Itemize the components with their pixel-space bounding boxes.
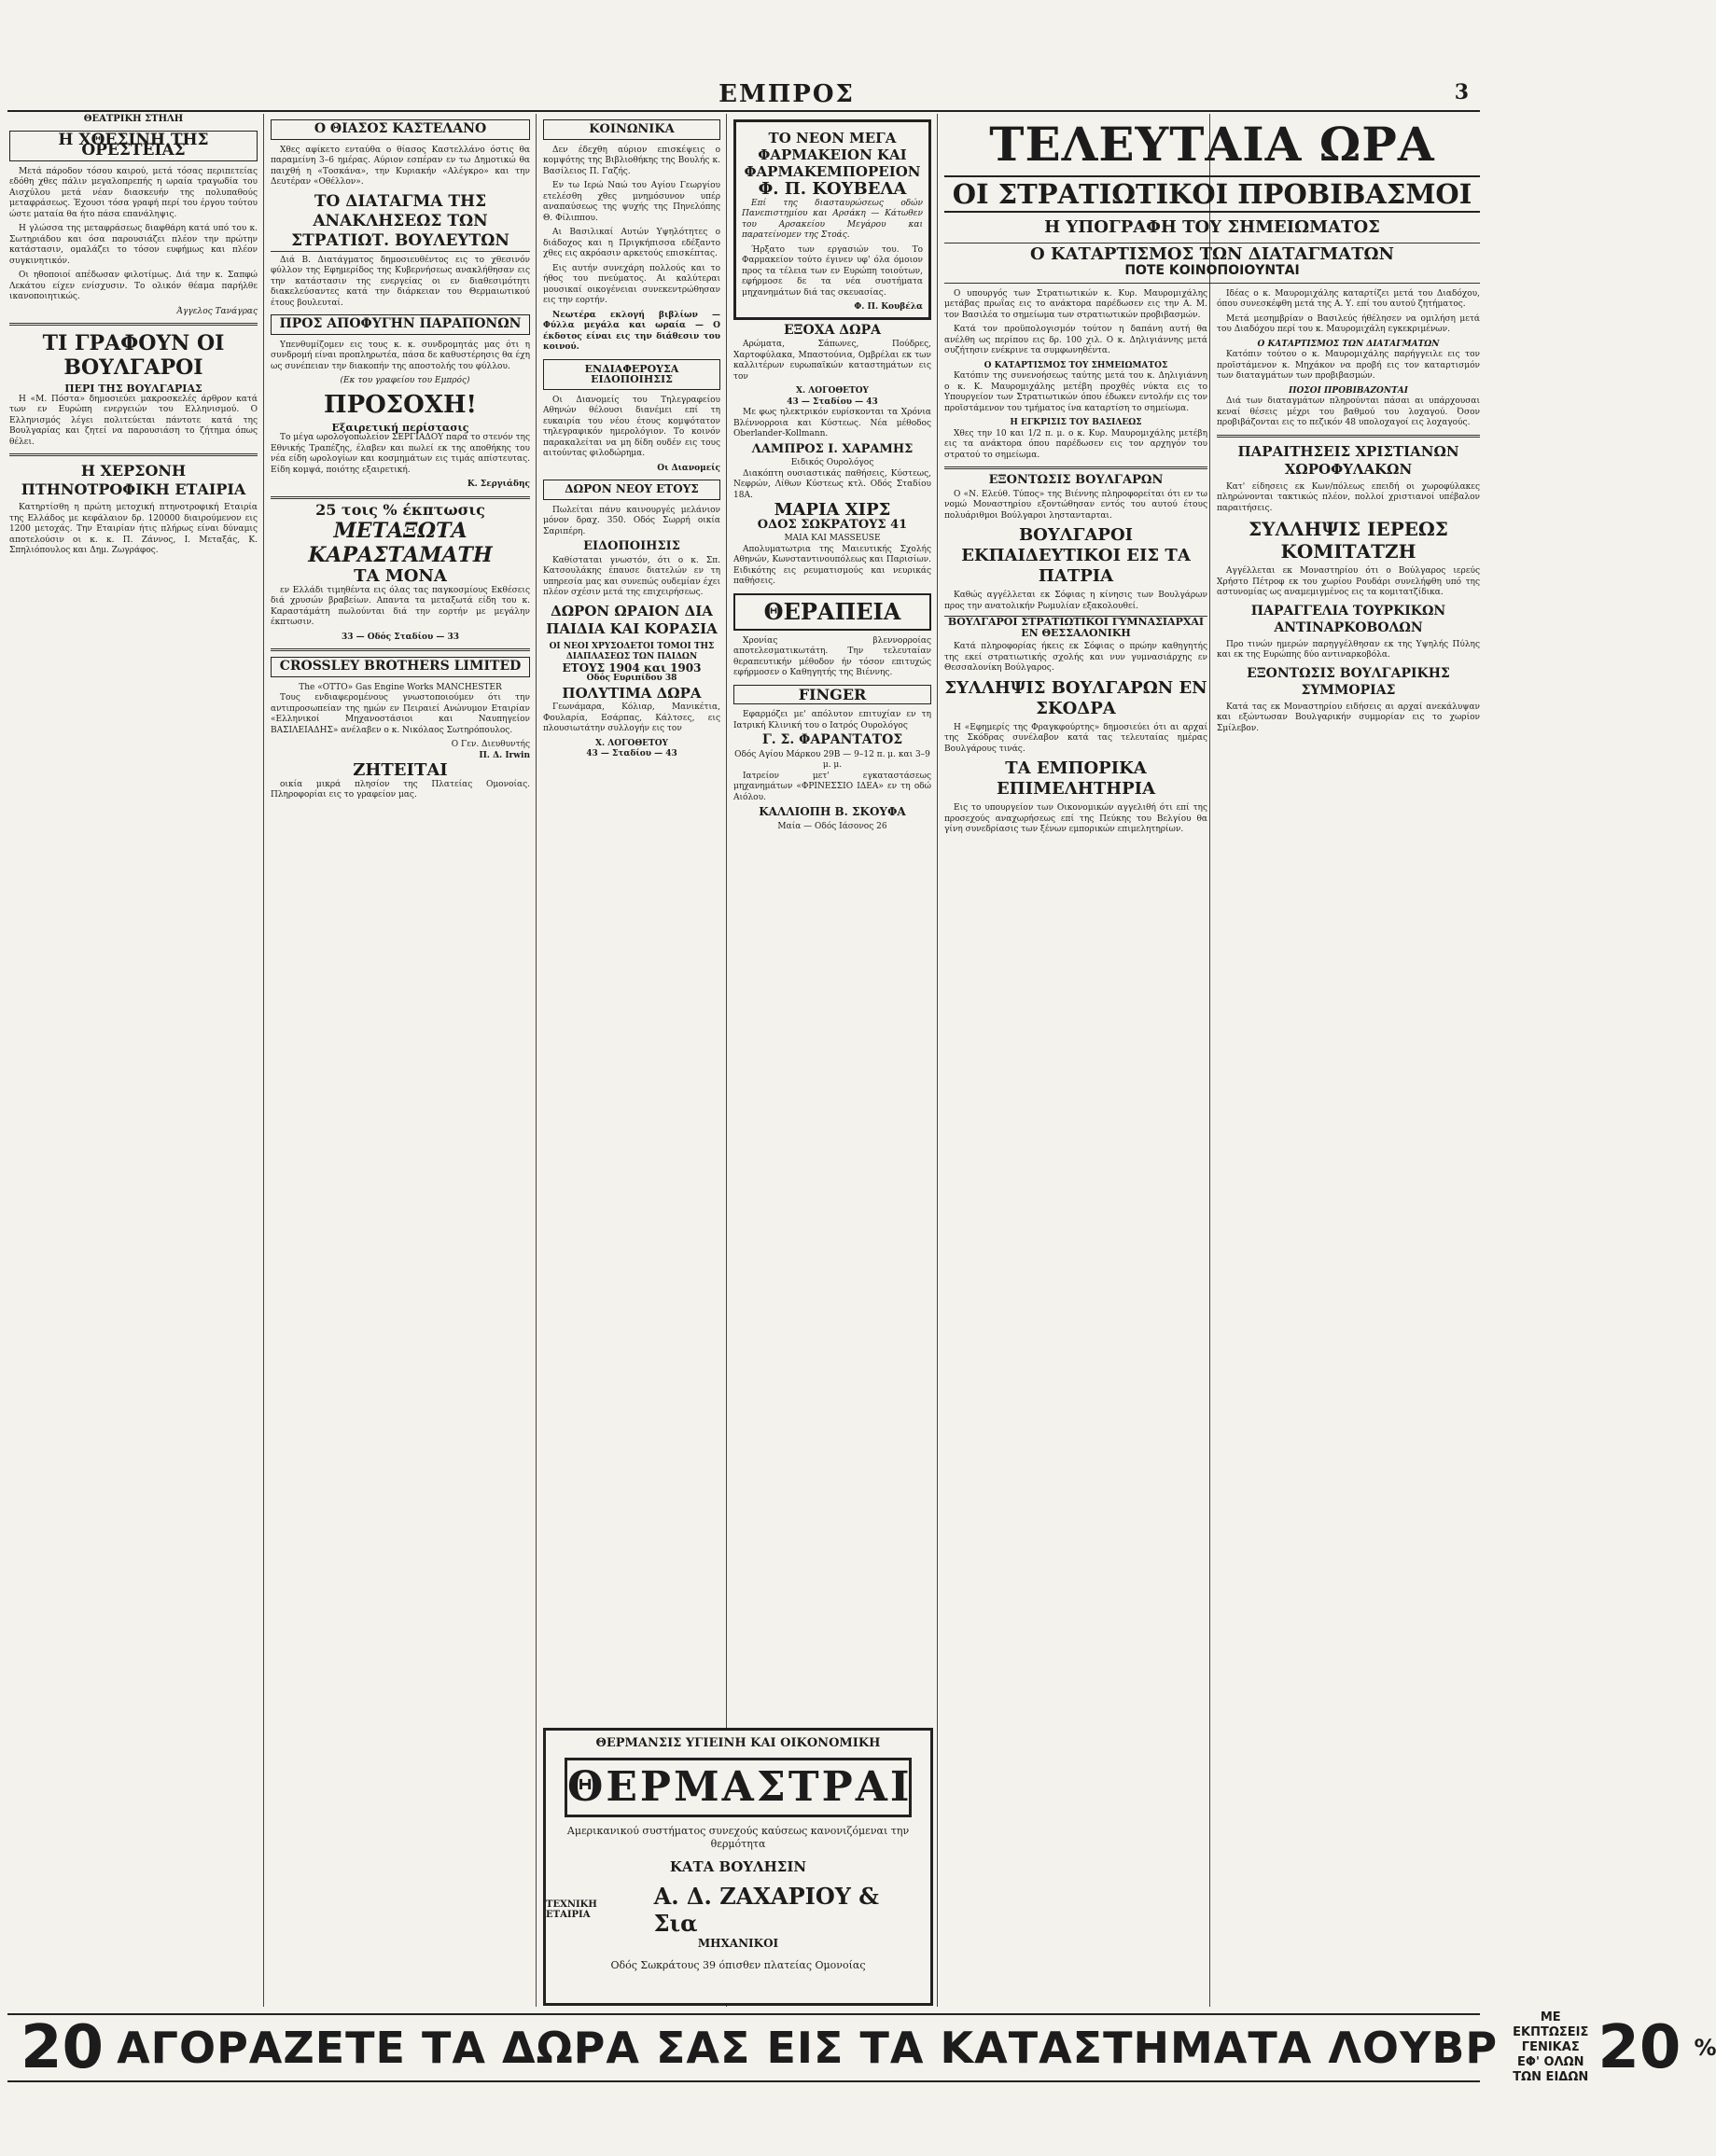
subheadline: ΠΟΣΟΙ ΠΡΟΒΙΒΑΖΟΝΤΑΙ [1289,385,1408,396]
subheadline: ΕΤΟΥΣ 1904 και 1903 [562,661,702,675]
address: 43 — Σταδίου — 43 [787,396,878,407]
signature: Χ. ΛΟΓΟΘΕΤΟΥ [595,738,668,748]
paragraph: Αγγέλλεται εκ Μοναστηρίου ότι ο Βούλγαρος ιερεύς Χρήστο Πέτροφ εκ του χωρίου Ρουδάρι συνελήφθη υπό της αστυνομίας ως αναμεμιγμένος εις τα κομιτατζίδικα. [1217,566,1480,597]
subheadline: ΜΑΙΑ ΚΑΙ MASSEUSE [784,534,881,543]
headline: ΕΝΔΙΑΦΕΡΟΥΣΑ ΕΙΔΟΠΟΙΗΣΙΣ [543,359,720,390]
paragraph: Εφαρμόζει με' απόλυτον επιτυχίαν εν τη Ιατρική Κλινική του ο Ιατρός Ουρολόγος [733,710,931,730]
headline: ΔΩΡΟΝ ΝΕΟΥ ΕΤΟΥΣ [543,480,720,500]
paragraph: Γεωνάμαρα, Κόλιαρ, Μανικέτια, Φουλαρία, Εσάρπας, Κάλτσες, εις πλουσιωτάτην συλλογήν εις τον [543,702,720,733]
paragraph: Ο υπουργός των Στρατιωτικών κ. Κυρ. Μαυρομιχάλης μετάβας πρωΐας εις το ανάκτορα παρέδωσεν εις την Α. Μ. τον Βασιλέα το σημείωμα των στρατιωτικών προβιβασμών. [944,288,1207,320]
column-1 [9,114,258,2007]
paragraph: Επί της διασταυρώσεως οδών Πανεπιστημίου και Αρσάκη — Κάτωθεν του Αρσακείου Μεγάρου και παρατείνομεν της Στοάς. [742,198,923,240]
headline: ΣΥΛΛΗΨΙΣ ΙΕΡΕΩΣ ΚΟΜΙΤΑΤΖΗ [1249,518,1448,563]
subheadline: Εξαιρετική περίστασις [331,421,469,434]
paragraph: Διά Β. Διατάγματος δημοσιευθέντος εις το χθεσινόν φύλλον της Εφημερίδος της Κυβερνήσεως ανακλήθησαν εις την κατάστασιν της ενεργείας οι εν διαθεσιμότητι διακελεύσαντες κατά την διάρκειαν του Θερμαιωτικού έτους βουλευταί. [271,255,530,308]
paragraph: Απολυματωτρια της Μαιευτικής Σχολής Αθηνών, Κωνσταντινουπόλεως και Παρισίων. Ειδικότης εις ρευματισμούς και νευρικάς παθήσεις. [733,544,931,586]
headline: ΕΞΟΧΑ ΔΩΡΑ [783,322,882,338]
paragraph: Η «Μ. Πόστα» δημοσιεύει μακροσκελές άρθρον κατά των εν Ευρώπη ενεργειών του Ελληνισμού. Ο Ελληνισμός λέγει πολιτεύεται πάντοτε κατά της Βουλγαρίας και ζητεί να παρουσιάση το ζήτημα όπως θέλει. [9,394,258,447]
headline: ΛΑΜΠΡΟΣ Ι. ΧΑΡΑΜΗΣ [751,441,914,456]
ad-company-sub: ΜΗΧΑΝΙΚΟΙ [697,1937,779,1950]
headline: Γ. Σ. ΦΑΡΑΝΤΑΤΟΣ [761,732,903,747]
headline: Η ΧΕΡΣΟΝΗ ΠΤΗΝΟΤΡΟΦΙΚΗ ΕΤΑΙΡΙΑ [21,462,246,498]
paragraph: Εις το υπουργείον των Οικονομικών αγγελιθή ότι επί της προσεχούς αναχωρήσεως επί της Πεύκης του Βελγίου θα γίνη συνεδρίασις των ξένων εμπορικών επιμελητηρίων. [944,803,1207,834]
headline: ΤΑ ΕΜΠΟΡΙΚΑ ΕΠΙΜΕΛΗΤΗΡΙΑ [996,758,1156,799]
discount-number-right: 20 [1597,2013,1681,2082]
subheadline: ΟΔΟΣ ΣΩΚΡΑΤΟΥΣ 41 [757,517,908,532]
subheadline: ΠΟΤΕ ΚΟΙΝΟΠΟΙΟΥΝΤΑΙ [1124,263,1300,278]
column-rule [263,114,264,2007]
masthead [7,77,1480,112]
paragraph: Χθες αφίκετο ενταύθα ο θίασος Καστελλάνο όστις θα παραμείνη 3–6 ημέρας. Αύριον εσπέραν εν τω Δημοτικώ θα παιχθή η «Τοσκάνα», την Κυριακήν «Αλέγκρο» και την Δευτέραν «Οθέλλον». [271,145,530,187]
paragraph: Οι ηθοποιοί απέδωσαν φιλοτίμως. Διά την κ. Σαπφώ Λεκάτου είχεν ενίσχυσιν. Το ολικόν θέαμα παρήλθε ικανοποιητικώς. [9,271,258,301]
paragraph: Ο «Ν. Ελεύθ. Τύπος» της Βιέννης πληροφορείται ότι εν τω νομώ Μοναστηρίου εξοντώθησαν εντός του αυτού έτους πολυάριθμοι Βούλγαροι ληστανταρται. [944,489,1207,521]
paragraph: Κατά πληροφορίας ήκεις εκ Σόφιας ο πρώην καθηγητής της εκεί στρατιωτικής σχολής και νυν γυμνασιάρχης εν Θεσσαλονίκη Βούλγαρος. [944,642,1207,673]
headline: ΒΟΥΛΓΑΡΟΙ ΣΤΡΑΤΙΩΤΙΚΟΙ ΓΥΜΝΑΣΙΑΡΧΑΙ ΕΝ ΘΕΣΣΑΛΟΝΙΚΗ [944,616,1207,638]
page-number: 3 [1454,80,1469,104]
paragraph: Εν τω Ιερώ Ναώ του Αγίου Γεωργίου ετελέσθη χθες μνημόσυνον υπέρ αναπαύσεως της ψυχής της Πηνελόπης Θ. Φίλιππου. [543,181,720,223]
paragraph: Κατόπιν της συνενοήσεως ταύτης μετά του κ. Δηλιγιάννη ο κ. Κ. Μαυρομιχάλης μετέβη προχθές νύκτα εις το Υπουργείον των Στρατιωτικών όπου έδωκεν εντολήν εις τον προϊστάμενον του τμήματος ίνα καταρτίση το σημείωμα. [944,371,1207,413]
headline: ΕΙΔΟΠΟΙΗΣΙΣ [583,539,680,553]
paragraph: Κατά τας εκ Μοναστηρίου ειδήσεις αι αρχαί ανεκάλυψαν και εξώντωσαν Βουλγαρικήν συμμορίαν εις το χωρίον Σμίλεβον. [1217,702,1480,733]
paragraph: Πωλείται πάνυ καινουργές μελάνιον μόνον δραχ. 350. Οδός Σωρρή οικία Σαριπέρη. [543,505,720,536]
paragraph: εν Ελλάδι τιμηθέντα εις όλας τας παγκοσμίους Εκθέσεις διά χρυσών βραβείων. Απαντα τα μεταξωτά είδη του κ. Καραστάμάτη πωλούνται διά την εορτήν με μεγάλην έκπτωσιν. [271,585,530,627]
paragraph: Εις αυτήν συνεχάρη πολλούς και το ήθος του πνεύματος. Αι καλύτεραι μουσικαί οικογένειαι συνεκεντρώθησαν εις την εορτήν. [543,263,720,305]
headline: ΠΡΟΣΟΧΗ! [324,390,477,419]
footer-slogan: ΑΓΟΡΑΖΕΤΕ ΤΑ ΔΩΡΑ ΣΑΣ ΕΙΣ ΤΑ ΚΑΤΑΣΤΗΜΑΤΑ ΛΟΥΒΡ [117,2023,1499,2073]
paragraph: Αι Βασιλικαί Αυτών Υψηλότητες ο διάδοχος και η Πριγκήπισσα εδέξαντο χθες εις ακρόασιν αρκετούς επισκέπτας. [543,228,720,258]
headline: ΚΑΛΛΙΟΠΗ Β. ΣΚΟΥΦΑ [759,805,906,818]
section-label: ΘΕΑΤΡΙΚΗ ΣΤΗΛΗ [83,114,184,124]
paragraph: Κατά τον προϋπολογισμόν τούτον η δαπάνη αυτή θα ανέλθη ως περίπου εις δρ. 100 χιλ. Ο κ. Δηλιγιάννης μετά συζήτησιν ενέκρινε τα συμφωνηθέντα. [944,325,1207,355]
column-3 [543,114,720,1718]
subheadline: Ο ΚΑΤΑΡΤΙΣΜΟΣ ΤΟΥ ΣΗΜΕΙΩΜΑΤΟΣ [984,360,1168,370]
headline: ΤΟ ΝΕΟΝ ΜΕΓΑ ΦΑΡΜΑΚΕΙΟΝ ΚΑΙ ΦΑΡΜΑΚΕΜΠΟΡΕΙΟΝ [744,130,921,180]
headline: ΟΙ ΣΤΡΑΤΙΩΤΙΚΟΙ ΠΡΟΒΙΒΑΣΜΟΙ [944,175,1480,213]
headline: ΠΟΛΥΤΙΜΑ ΔΩΡΑ [562,684,702,702]
paragraph: Αρώματα, Σάπωνες, Πούδρες, Χαρτοφύλακα, Μπαστούνια, Ομβρέλαι εκ των καλλιτέρων ευρωπαϊκών καταστημάτων εις τον [733,340,931,382]
paragraph: Καθώς αγγέλλεται εκ Σόφιας η κίνησις των Βουλγάρων προς την ανατολικήν Ρωμυλίαν εξακολουθεί. [944,591,1207,611]
paragraph: Διά των διαταγμάτων πληρούνται πάσαι αι υπάρχουσαι κεναί θέσεις μέχρι του βαθμού του λοχαγού. Όσον προβιβάζονται εις το πεζικόν 48 υπολοχαγοί εις λοχαγούς. [1217,396,1480,427]
column-rule [536,114,537,2007]
address: Οδός Ευριπίδου 38 [586,674,677,683]
paragraph: Κατόπιν τούτου ο κ. Μαυρομιχάλης παρήγγειλε εις τον προϊστάμενον κ. Μηχάκον να προβή εις τον καταρτισμόν των διαταγμάτων των προβιβασμών. [1217,350,1480,381]
signature: Ο Γεν. Διευθυντής [451,740,530,749]
paragraph: Με φως ηλεκτρικόν ευρίσκονται τα Χρόνια Βλέννορροια και Κύστεως. Νέα μέθοδος Oberlander-Kollmann. [733,408,931,438]
subheadline: Ο ΚΑΤΑΡΤΙΣΜΟΣ ΤΩΝ ΔΙΑΤΑΓΜΑΤΩΝ [944,243,1480,266]
subheadline: Ο ΚΑΤΑΡΤΙΣΜΟΣ ΤΩΝ ΔΙΑΤΑΓΜΑΤΩΝ [1257,339,1440,349]
ad-box [733,119,931,320]
ad-company-prefix: ΤΕΧΝΙΚΗ ΕΤΑΙΡΙΑ [546,1899,597,1920]
paragraph: Υπενθυμίζομεν εις τους κ. κ. συνδρομητάς μας ότι η συνδρομή είναι προπληρωτέα, πάσα δε καθυστέρησις θα έχη ως συνέπειαν την διακοπήν της αποστολής του φύλλου. [271,340,530,371]
headline: ΖΗΤΕΙΤΑΙ [353,760,448,780]
paragraph: Καθίσταται γνωστόν, ότι ο κ. Σπ. Κατσουλάκης έπαυσε διατελών εν τη υπηρεσία μας και συνεπώς ουδεμίαν έχει πλέον σχέσιν μετά της επιχειρήσεως. [543,555,720,597]
louvre-footer-advertisement [7,2010,1716,2084]
headline: Ο ΘΙΑΣΟΣ ΚΑΣΤΕΛΑΝΟ [271,119,530,140]
address: 33 — Οδός Σταδίου — 33 [342,632,459,642]
discount-number-left: 20 [21,2013,105,2082]
subheadline: Η ΥΠΟΓΡΑΦΗ ΤΟΥ ΣΗΜΕΙΩΜΑΤΟΣ [1044,217,1380,237]
paragraph: Δεν έδεχθη αύριον επισκέψεις ο κομψότης της Βιβλιοθήκης της Βουλής κ. Βασίλειος Π. Γαζής. [543,145,720,176]
paragraph: Χθες την 10 και 1/2 π. μ. ο κ. Κυρ. Μαυρομιχάλης μετέβη εις τα ανάκτορα όπου παρέδωσεν εις τον αρχηγόν του στρατού το σημείωμα. [944,428,1207,460]
headline: ΤΙ ΓΡΑΦΟΥΝ ΟΙ ΒΟΥΛΓΑΡΟΙ [42,331,225,380]
subheadline: ΤΑ ΜΟΝΑ [354,566,447,586]
column-5b [1217,289,1480,840]
paragraph: (Εκ του γραφείου του Εμπρός) [340,376,470,385]
headline: 25 τοις % έκπτωσις [315,500,485,519]
headline: ΤΟ ΔΙΑΤΑΓΜΑ ΤΗΣ ΑΝΑΚΛΗΣΕΩΣ ΤΩΝ ΣΤΡΑΤΙΩΤ. ΒΟΥΛΕΥΤΩΝ [271,192,530,252]
headline: ΜΕΤΑΞΩΤΑ ΚΑΡΑΣΤΑΜΑΤΗ [308,519,493,567]
paragraph: Ήρξατο των εργασιών του. Το Φαρμακείον τούτο έγινεν υφ' όλα όμοιον προς τα τέλεια των εν Ευρώπη τοιούτων, εφήρμοσε δε τα νέα συστήματα μηχανημάτων διά τας σκευασίας. [742,244,923,298]
paragraph: Κατηρτίσθη η πρώτη μετοχική πτηνοτροφική Εταιρία της Ελλάδος με κεφάλαιον δρ. 120000 διαιρούμενον εις 1200 μετοχάς. Την Εταιρίαν ήτις πλήρως είναι δύναμις αποτελούσιν οι κ. κ. Π. Ζάννος, Ι. Μεταξάς, Κ. Σπηλιόπουλος και Δημ. Ζωγράφος. [9,503,258,555]
newspaper-title: ΕΜΠΡΟΣ [718,80,855,108]
percent-sign: % [1694,2035,1716,2061]
paragraph: Τους ενδιαφερομένους γνωστοποιούμεν ότι την αντιπροσωπείαν της ημών εν Πειραιεί Ανώνυμον Εταιρίαν «Ελληνικοί Μηχανοστάσιοι και Ναυπηγείον ΒΑΣΙΛΕΙΑΔΗΣ» ανέλαβεν ο κ. Νικόλαος Σωτηρόπουλος. [271,693,530,735]
footer-side-text [1513,2010,1588,2085]
ad-company: Α. Δ. ΖΑΧΑΡΙΟΥ & Σια [653,1883,879,1937]
subheadline: ΟΙ ΝΕΟΙ ΧΡΥΣΟΔΕΤΟΙ ΤΟΜΟΙ ΤΗΣ ΔΙΑΠΛΑΣΕΩΣ ΤΩΝ ΠΑΙΔΩΝ [549,641,715,661]
paragraph: Κατ' είδησεις εκ Κων/πόλεως επειδή οι χωροφύλακες πληρώνονται τακτικώς πλέον, πολλοί χριστιανοί υπέβαλον παραιτήσεις. [1217,481,1480,513]
headline: ΕΞΟΝΤΩΣΙΣ ΒΟΥΛΓΑΡΩΝ [988,473,1164,487]
headline: ΕΞΟΝΤΩΣΙΣ ΒΟΥΛΓΑΡΙΚΗΣ ΣΥΜΜΟΡΙΑΣ [1247,665,1450,698]
paragraph: Οι Διανομείς του Τηλεγραφείου Αθηνών θέλουσι διανέμει επί τη ευκαιρία του νέου έτους κομψότατον τηλεγραφικόν ημερολόγιον. Το κοινόν παρακαλείται να μη δίδη ουδέν εις τους αιτούντας φιλοδώρημα. [543,395,720,458]
heater-advertisement [543,1728,933,2006]
signature: Οι Διανομείς [657,463,720,473]
headline: ΒΟΥΛΓΑΡΟΙ ΕΚΠΑΙΔΕΥΤΙΚΟΙ ΕΙΣ ΤΑ ΠΑΤΡΙΑ [961,525,1191,586]
signature: Χ. ΛΟΓΟΘΕΤΟΥ [796,386,869,396]
signature: Άγγελος Τανάγρας [176,306,258,316]
subheadline: ΠΕΡΙ ΤΗΣ ΒΟΥΛΓΑΡΙΑΣ [64,383,202,395]
paragraph: Νεωτέρα εκλογή βιβλίων — Φύλλα μεγάλα και ωραία — Ο έκδοτος είναι εις την διάθεσιν του κοινού. [543,310,720,352]
headline: Φ. Π. ΚΟΥΒΕΛΑ [758,179,907,199]
headline: ΜΑΡΙΑ ΧΙΡΣ [774,500,891,520]
section-label: ΚΟΙΝΩΝΙΚΑ [543,119,720,140]
paragraph: Διακόπτη ουσιαστικάς παθήσεις, Κύστεως, Νεφρών, Λίθων Κύστεως κτλ. Οδός Σταδίου 18Α. [733,468,931,500]
subheadline: Η ΕΓΚΡΙΣΙΣ ΤΟΥ ΒΑΣΙΛΕΩΣ [1010,418,1142,427]
column-5 [944,118,1480,2007]
headline: ΠΑΡΑΙΤΗΣΕΙΣ ΧΡΙΣΤΙΑΝΩΝ ΧΩΡΟΦΥΛΑΚΩΝ [1237,442,1459,478]
headline: Η ΧΘΕΣΙΝΗ ΤΗΣ ΟΡΕΣΤΕΙΑΣ [9,131,258,161]
banner-headline: ΤΕΛΕΥΤΑΙΑ ΩΡΑ [989,117,1435,172]
paragraph: Χρονίας βλεννορροίας αποτελεσματικωτάτη. Την τελευταίαν θεραπευτικήν μέθοδον ήν τόσον επιτυχώς εφήρμοσεν ο Καθηγητής της Βιέννης. [733,635,931,677]
paragraph: οικία μικρά πλησίον της Πλατείας Ομονοίας. Πληροφορίαι εις το γραφείον μας. [271,779,530,800]
ad-title: ΘΕΡΜΑΣΤΡΑΙ [565,1758,912,1817]
footer-side-line: ΜΕ ΕΚΠΤΩΣΕΙΣ ΓΕΝΙΚΑΣ [1513,2010,1589,2054]
ad-line: ΚΑΤΑ ΒΟΥΛΗΣΙΝ [669,1858,807,1875]
column-rule [937,114,938,2007]
headline: FINGER [733,685,931,705]
column-5a [944,289,1207,840]
ad-top-line: ΘΕΡΜΑΝΣΙΣ ΥΓΙΕΙΝΗ ΚΑΙ ΟΙΚΟΝΟΜΙΚΗ [595,1736,881,1750]
subheadline: Ειδικός Ουρολόγος [790,458,874,467]
signature: Κ. Σεργιάδης [467,480,530,489]
paragraph: Ιδέας ο κ. Μαυρομιχάλης καταρτίζει μετά του Διαδόχου, όπου συνεσκέφθη μετά της Α. Υ. επί του αυτού ζητήματος. [1217,288,1480,309]
subheadline: Μαία — Οδός Ιάσονος 26 [777,821,887,831]
ad-subtitle: Αμερικανικού συστήματος συνεχούς καύσεως κανονιζόμεναι την θερμότητα [566,1825,910,1850]
column-rule [726,114,727,2007]
paragraph: Το μέγα ωρολογοπωλείον ΣΕΡΓΙΑΔΟΥ παρά το στενόν της Εθνικής Τραπέζης, έλαβεν και πωλεί εκ της αποθήκης του νέα είδη ωρολογίων και κοσμημάτων εις τιμάς απίστευτας. Είδη κομψά, ποιότης εξαιρετική. [271,433,530,475]
headline: CROSSLEY BROTHERS LIMITED [271,657,530,677]
signature: Φ. Π. Κουβέλα [854,302,923,312]
column-2 [271,114,530,2007]
headline: ΔΩΡΟΝ ΩΡΑΙΟΝ ΔΙΑ ΠΑΙΔΙΑ ΚΑΙ ΚΟΡΑΣΙΑ [546,602,718,637]
paragraph: Μετά μεσημβρίαν ο Βασιλεύς ήθέλησεν να ομιλήση μετά του Διαδόχου περί του κ. Μαυρομιχάλη εγκεκριμένων. [1217,313,1480,334]
column-4 [733,114,931,1718]
paragraph: Η γλώσσα της μεταφράσεως διαφθάρη κατά υπό του κ. Σωτηριάδου και όσα παρουσιάζει πλέον την πρώτην κατάστασιν, ομαλάζει το τόσον ευφήμως και πλέον συγκινητικόν. [9,224,258,266]
headline: ΣΥΛΛΗΨΙΣ ΒΟΥΛΓΑΡΩΝ ΕΝ ΣΚΟΔΡΑ [944,677,1207,718]
footer-side-line: ΕΦ' ΟΛΩΝ ΤΩΝ ΕΙΔΩΝ [1513,2055,1589,2084]
paragraph: Ιατρείον μετ' εγκαταστάσεως μηχανημάτων «ΦΡΙΝΕΣΣΙΟ ΙΔΕΑ» εν τη οδώ Αιόλου. [733,771,931,802]
headline: ΠΡΟΣ ΑΠΟΦΥΓΗΝ ΠΑΡΑΠΟΝΩΝ [271,314,530,335]
address: 43 — Σταδίου — 43 [586,749,677,758]
paragraph: Μετά πάροδον τόσου καιρού, μετά τόσας περιπετείας εδόθη χθες πάλιν μεγαλοπρεπής η ωραία τραγωδία του Αισχύλου μετά νέαν διασκευήν της πολυπαθούς μεταφράσεως. Έχουσι τόσα γραφή περί του έργου τούτου ώστε ματαία θα ήτο πάσα επανάληψις. [9,166,258,219]
headline: ΠΑΡΑΓΓΕΛΙΑ ΤΟΥΡΚΙΚΩΝ ΑΝΤΙΝΑΡΚΟΒΟΛΩΝ [1250,603,1446,635]
address: Οδός Αγίου Μάρκου 29Β — 9–12 π. μ. και 3–9 μ. μ. [734,749,930,770]
subheadline: The «OTTO» Gas Engine Works MANCHESTER [299,682,502,692]
ad-address: Οδός Σωκράτους 39 όπισθεν πλατείας Ομονοίας [610,1959,866,1971]
paragraph: Προ τινών ημερών παρηγγέλθησαν εκ της Υψηλής Πύλης και εκ της Ευρώπης δύο αντιναρκοβόλα. [1217,639,1480,660]
headline: ΘΕΡΑΠΕΙΑ [733,593,931,631]
signature: Π. Δ. Irwin [479,750,530,760]
paragraph: Η «Εφημερίς της Φραγκφούρτης» δημοσιεύει ότι αι αρχαί της Σκόδρας συνέλαβον κατά τας τελευταίας ημέρας Βουλγάρους τινάς. [944,722,1207,754]
